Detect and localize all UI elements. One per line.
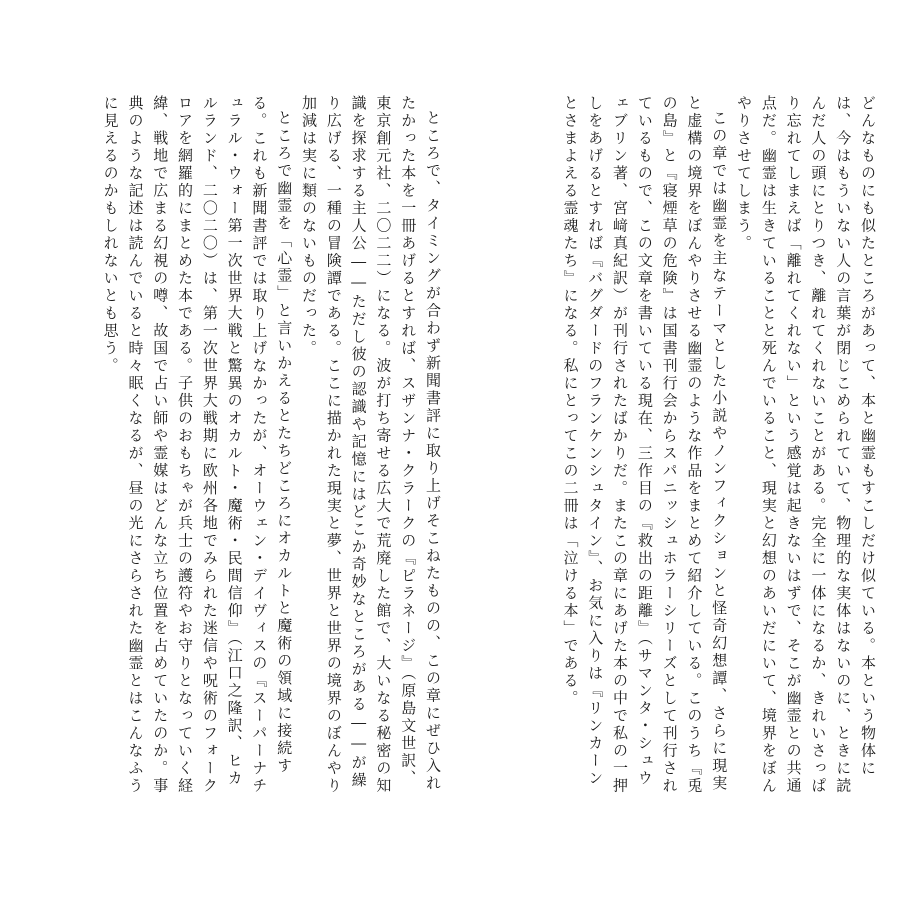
right-text-column bbox=[540, 95, 880, 795]
paragraph-chapter-overview: この章では幽霊を主なテーマとした小説やノンフィクションと怪奇幻想譚、さらに現実と虚構の境界をぼんやりさせる幽霊のような作品をまとめて紹介している。このうち『兎の島』と『寝煙草の危険』は国書刊行会からスパニッシュホラーシリーズとして刊行されているもので、この文章を書いている現在、三作目の『救出の距離』（サマンタ・シュウェブリン著、宮﨑真紀訳）が刊行されたばかりだ。またこの章にあげた本の中で私の一押しをあげるとすれば『バグダードのフランケンシュタイン』、お気に入りは『リンカーンとさまよえる霊魂たち』になる。私にとってこの二冊は「泣ける本」である。 bbox=[561, 95, 729, 795]
left-text-column bbox=[0, 95, 445, 795]
paragraph-ghosts-and-books: どんなものにも似たところがあって、本と幽霊もすこしだけ似ている。本という物体には、今はもういない人の言葉が閉じこめられていて、物理的な実体はないのに、ときに読んだ人の頭にとりつき、離れてくれないことがある。完全に一体になるか、きれいさっぱり忘れてしまえば「離れてくれない」という感覚は起きないはずで、そこが幽霊との共通点だ。幽霊は生きていることと死んでいること、現実と幻想のあいだにいて、境界をぼんやりさせてしまう。 bbox=[735, 95, 877, 795]
paragraph-supernatural-war: ところで幽霊を「心霊」と言いかえるとたちどころにオカルトと魔術の領域に接続する。これも新聞書評では取り上げなかったが、オーウェン・デイヴィスの『スーパーナチュラル・ウォー第一次世界大戦と驚異のオカルト・魔術・民間信仰』（江口之隆訳、ヒカルランド、二〇二〇）は、第一次世界大戦期に欧州各地でみられた迷信や呪術のフォークロアを網羅的にまとめた本である。子供のおもちゃが兵士の護符やお守りとなっていく経緯、戦地で広まる幻視の噂、故国で占い師や霊媒はどんな立ち位置を占めていたのか。事典のような記述は読んでいると時々眠くなるが、昼の光にさらされた幽霊とはこんなふうに見えるのかもしれないとも思う。 bbox=[101, 95, 294, 795]
paragraph-piranesi: ところで、タイミングが合わず新聞書評に取り上げそこねたものの、この章にぜひ入れたかった本を一冊あげるとすれば、スザンナ・クラークの『ピラネージ』（原島文世訳、東京創元社、二〇二二）になる。波が打ち寄せる広大で荒廃した館で、大いなる秘密の知識を探求する主人公――ただし彼の認識や記憶にはどこか奇妙なところがある――が繰り広げる、一種の冒険譚である。ここに描かれた現実と夢、世界と世界の境界のぼんやり加減は実に類のないものだった。 bbox=[300, 95, 442, 795]
